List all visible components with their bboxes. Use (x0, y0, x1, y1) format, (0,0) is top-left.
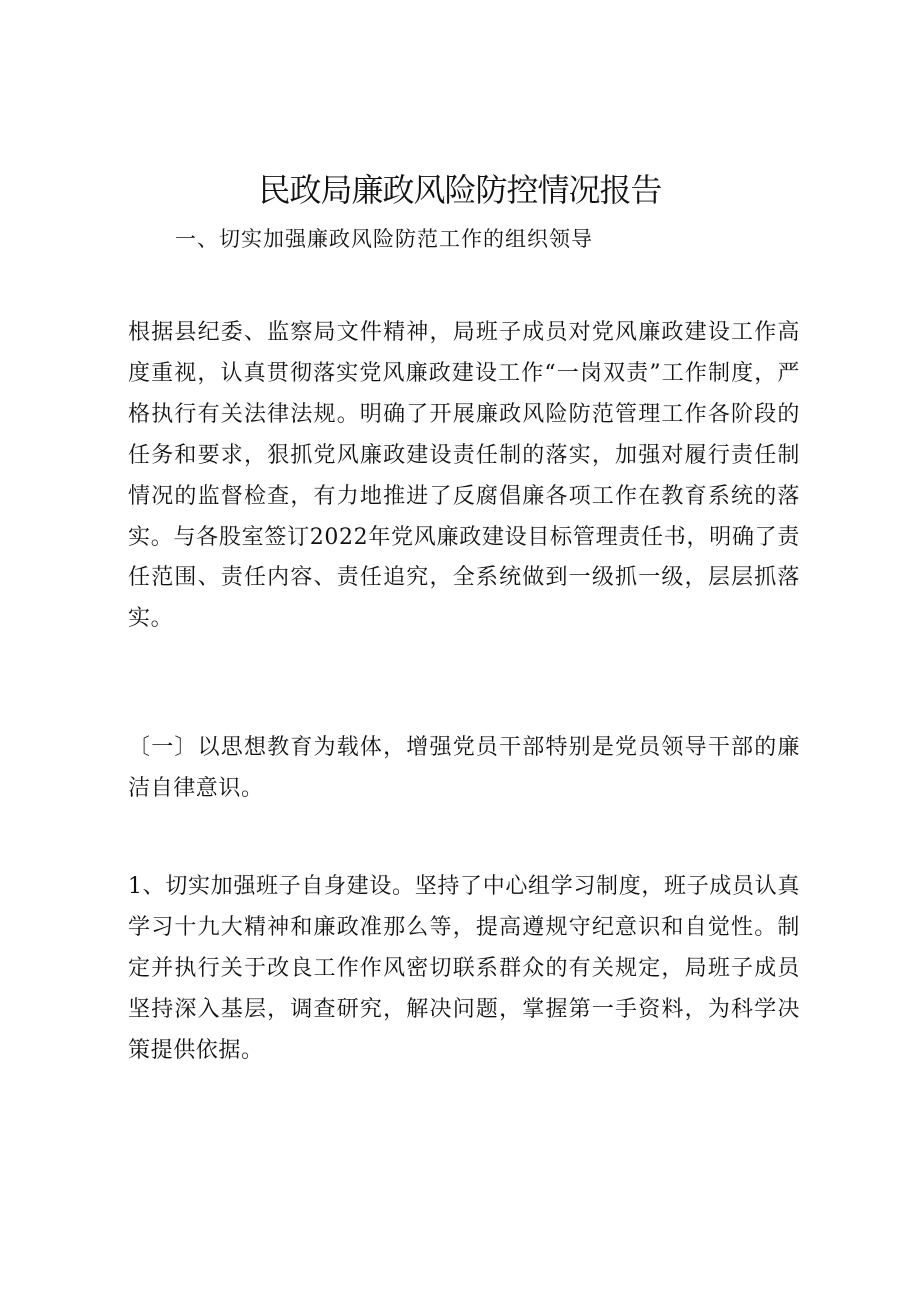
document-title: 民政局廉政风险防控情况报告 (258, 171, 662, 209)
paragraph-responsibility: 根据县纪委、监察局文件精神，局班子成员对党风廉政建设工作高度重视，认真贯彻落实党风廉政建设工作“一岗双责”工作制度，严格执行有关法律法规。明确了开展廉政风险防范管理工作各阶段的任务和要求，狠抓党风廉政建设责任制的落实，加强对履行责任制情况的监督检查，有力地推进了反腐倡廉各项工作在教育系统的落实。与各股室签订2022年党风廉政建设目标管理责任书，明确了责任范围、责任内容、责任追究，全系统做到一级抓一级，层层抓落实。 (128, 320, 800, 632)
section-heading: 一、切实加强廉政风险防范工作的组织领导 (175, 227, 593, 251)
paragraph-team-building: 1、切实加强班子自身建设。坚持了中心组学习制度，班子成员认真学习十九大精神和廉政准那么等，提高遵规守纪意识和自觉性。制定并执行关于改良工作作风密切联系群众的有关规定，局班子成员坚持深入基层，调查研究，解决问题，掌握第一手资料，为科学决策提供依据。 (128, 874, 800, 1063)
paragraph-subheading-education: 〔一〕以思想教育为载体，增强党员干部特别是党员领导干部的廉洁自律意识。 (128, 735, 800, 801)
